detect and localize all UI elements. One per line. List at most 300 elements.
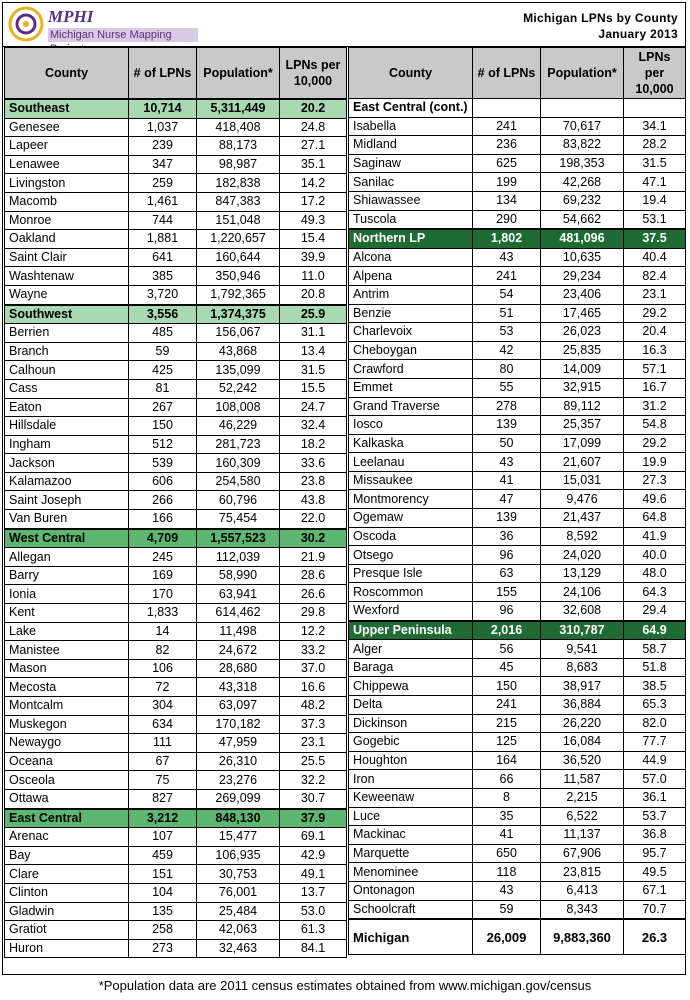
per10k-cell: 35.1: [280, 155, 347, 174]
per10k-cell: 61.3: [280, 921, 347, 940]
per10k-cell: 25.5: [280, 752, 347, 771]
lpns-cell: 111: [129, 734, 197, 753]
county-name-cell: Iron: [349, 770, 473, 789]
county-row: [349, 304, 686, 323]
county-name-cell: Allegan: [5, 548, 129, 567]
lpns-cell: 266: [129, 491, 197, 510]
per10k-cell: 31.2: [624, 397, 686, 416]
lpns-cell: 641: [129, 248, 197, 267]
lpns-cell: 241: [473, 117, 541, 136]
lpns-cell: 166: [129, 510, 197, 529]
county-row: [349, 714, 686, 733]
county-row: [5, 752, 347, 771]
county-row: [349, 844, 686, 863]
population-cell: 42,268: [541, 173, 624, 192]
county-name-cell: Ingham: [5, 435, 129, 454]
lpns-cell: 634: [129, 715, 197, 734]
lpns-cell: 606: [129, 472, 197, 491]
population-cell: 26,220: [541, 714, 624, 733]
lpns-cell: 1,037: [129, 118, 197, 137]
population-cell: 8,343: [541, 900, 624, 919]
per10k-cell: 53.7: [624, 807, 686, 826]
county-row: [349, 826, 686, 845]
per10k-cell: 39.9: [280, 248, 347, 267]
per10k-cell: 65.3: [624, 696, 686, 715]
county-row: [5, 230, 347, 249]
region-row: [5, 529, 347, 548]
population-cell: 17,465: [541, 304, 624, 323]
county-name-cell: Newaygo: [5, 734, 129, 753]
population-cell: 9,883,360: [541, 919, 624, 955]
per10k-cell: 36.8: [624, 826, 686, 845]
per10k-cell: 47.1: [624, 173, 686, 192]
population-cell: 112,039: [197, 548, 280, 567]
population-cell: 30,753: [197, 865, 280, 884]
county-row: [5, 510, 347, 529]
county-row: [349, 471, 686, 490]
county-name-cell: Southeast: [5, 99, 129, 118]
lpns-cell: 539: [129, 454, 197, 473]
lpns-cell: 106: [129, 659, 197, 678]
county-name-cell: Arenac: [5, 828, 129, 847]
lpns-cell: 239: [129, 137, 197, 156]
county-name-cell: Macomb: [5, 192, 129, 211]
lpns-cell: 75: [129, 771, 197, 790]
population-cell: 32,915: [541, 378, 624, 397]
lpns-cell: 8: [473, 788, 541, 807]
population-cell: 160,644: [197, 248, 280, 267]
county-name-cell: Kalamazoo: [5, 472, 129, 491]
lpns-cell: 241: [473, 267, 541, 286]
population-cell: 847,383: [197, 192, 280, 211]
county-name-cell: Houghton: [349, 751, 473, 770]
county-row: [5, 324, 347, 343]
lpns-cell: 45: [473, 658, 541, 677]
per10k-cell: 38.5: [624, 677, 686, 696]
lpns-cell: 63: [473, 564, 541, 583]
lpns-cell: 1,802: [473, 229, 541, 248]
lpns-cell: 59: [129, 342, 197, 361]
population-cell: 83,822: [541, 136, 624, 155]
population-cell: 52,242: [197, 379, 280, 398]
population-cell: 11,498: [197, 622, 280, 641]
lpns-cell: 67: [129, 752, 197, 771]
county-name-cell: Gladwin: [5, 902, 129, 921]
per10k-cell: 67.1: [624, 881, 686, 900]
population-cell: 47,959: [197, 734, 280, 753]
county-name-cell: Emmet: [349, 378, 473, 397]
per10k-cell: 20.8: [280, 285, 347, 304]
county-name-cell: Michigan: [349, 919, 473, 955]
county-name-cell: Saint Clair: [5, 248, 129, 267]
lpns-cell: 258: [129, 921, 197, 940]
lpns-cell: 259: [129, 174, 197, 193]
per10k-cell: 26.6: [280, 585, 347, 604]
county-name-cell: Baraga: [349, 658, 473, 677]
per10k-cell: 30.2: [280, 529, 347, 548]
lpns-cell: 304: [129, 697, 197, 716]
lpns-cell: 96: [473, 602, 541, 621]
lpns-cell: 199: [473, 173, 541, 192]
per10k-cell: 57.1: [624, 360, 686, 379]
col-per10k-header: LPNs per 10,000: [624, 48, 686, 99]
county-row: [349, 788, 686, 807]
per10k-cell: 11.0: [280, 267, 347, 286]
population-cell: 5,311,449: [197, 99, 280, 118]
population-cell: 11,137: [541, 826, 624, 845]
per10k-cell: 21.9: [280, 548, 347, 567]
lpns-cell: 42: [473, 341, 541, 360]
county-name-cell: Cheboygan: [349, 341, 473, 360]
lpns-cell: 54: [473, 285, 541, 304]
county-row: [5, 865, 347, 884]
county-row: [5, 454, 347, 473]
per10k-cell: 44.9: [624, 751, 686, 770]
per10k-cell: 48.2: [280, 697, 347, 716]
lpns-cell: 26,009: [473, 919, 541, 955]
per10k-cell: 37.0: [280, 659, 347, 678]
population-cell: 108,008: [197, 398, 280, 417]
per10k-cell: 29.4: [624, 602, 686, 621]
per10k-cell: 23.8: [280, 472, 347, 491]
county-row: [349, 210, 686, 229]
population-cell: 23,406: [541, 285, 624, 304]
per10k-cell: 58.7: [624, 640, 686, 659]
county-name-cell: Eaton: [5, 398, 129, 417]
population-cell: 23,276: [197, 771, 280, 790]
lpns-cell: 273: [129, 939, 197, 958]
per10k-cell: 64.8: [624, 509, 686, 528]
lpns-cell: 107: [129, 828, 197, 847]
county-row: [349, 136, 686, 155]
population-cell: 614,462: [197, 604, 280, 623]
population-cell: 9,541: [541, 640, 624, 659]
county-row: [5, 771, 347, 790]
per10k-cell: 25.9: [280, 305, 347, 324]
county-row: [5, 678, 347, 697]
lpns-cell: 3,720: [129, 285, 197, 304]
county-name-cell: Gogebic: [349, 733, 473, 752]
population-cell: 70,617: [541, 117, 624, 136]
county-name-cell: Genesee: [5, 118, 129, 137]
per10k-cell: 27.1: [280, 137, 347, 156]
lpns-cell: 81: [129, 379, 197, 398]
county-row: [349, 434, 686, 453]
population-cell: 23,815: [541, 863, 624, 882]
lpns-cell: 82: [129, 641, 197, 660]
per10k-cell: 29.8: [280, 604, 347, 623]
population-cell: 1,220,657: [197, 230, 280, 249]
per10k-cell: 40.0: [624, 546, 686, 565]
population-cell: 17,099: [541, 434, 624, 453]
county-row: [5, 211, 347, 230]
per10k-cell: 26.3: [624, 919, 686, 955]
per10k-cell: 51.8: [624, 658, 686, 677]
county-row: [5, 566, 347, 585]
lpns-cell: 47: [473, 490, 541, 509]
population-cell: 98,987: [197, 155, 280, 174]
county-row: [349, 154, 686, 173]
county-name-cell: Lapeer: [5, 137, 129, 156]
population-cell: 156,067: [197, 324, 280, 343]
county-name-cell: Barry: [5, 566, 129, 585]
lpns-cell: 41: [473, 826, 541, 845]
population-cell: 69,232: [541, 191, 624, 210]
county-name-cell: Hillsdale: [5, 417, 129, 436]
population-cell: 1,557,523: [197, 529, 280, 548]
lpns-cell: 125: [473, 733, 541, 752]
county-row: [5, 285, 347, 304]
region-continued-row: [349, 99, 686, 118]
county-row: [5, 846, 347, 865]
population-cell: 60,796: [197, 491, 280, 510]
county-row: [5, 398, 347, 417]
per10k-cell: 33.6: [280, 454, 347, 473]
per10k-cell: 24.8: [280, 118, 347, 137]
county-name-cell: Luce: [349, 807, 473, 826]
lpns-cell: 170: [129, 585, 197, 604]
county-name-cell: Midland: [349, 136, 473, 155]
population-cell: 63,941: [197, 585, 280, 604]
county-name-cell: Ionia: [5, 585, 129, 604]
county-row: [5, 921, 347, 940]
county-name-cell: Oceana: [5, 752, 129, 771]
county-row: [349, 527, 686, 546]
county-row: [5, 472, 347, 491]
county-name-cell: Wayne: [5, 285, 129, 304]
per10k-cell: 57.0: [624, 770, 686, 789]
per10k-cell: 49.1: [280, 865, 347, 884]
per10k-cell: 28.2: [624, 136, 686, 155]
per10k-cell: 43.8: [280, 491, 347, 510]
population-cell: 254,580: [197, 472, 280, 491]
population-cell: 88,173: [197, 137, 280, 156]
lpns-cell: 56: [473, 640, 541, 659]
county-name-cell: Oakland: [5, 230, 129, 249]
population-cell: 15,477: [197, 828, 280, 847]
county-row: [5, 789, 347, 808]
population-cell: 6,522: [541, 807, 624, 826]
population-cell: 28,680: [197, 659, 280, 678]
county-row: [349, 751, 686, 770]
lpns-cell: 51: [473, 304, 541, 323]
county-row: [5, 902, 347, 921]
county-name-cell: Crawford: [349, 360, 473, 379]
county-row: [5, 622, 347, 641]
per10k-cell: 37.3: [280, 715, 347, 734]
lpns-cell: 59: [473, 900, 541, 919]
region-row: [5, 99, 347, 118]
lpns-cell: 169: [129, 566, 197, 585]
county-row: [5, 361, 347, 380]
lpns-cell: 385: [129, 267, 197, 286]
footnote: *Population data are 2011 census estimates obtained from www.michigan.gov/census: [98, 978, 592, 993]
lpns-cell: [473, 99, 541, 118]
per10k-cell: 33.2: [280, 641, 347, 660]
county-row: [5, 491, 347, 510]
county-name-cell: Marquette: [349, 844, 473, 863]
county-row: [349, 696, 686, 715]
county-row: [349, 341, 686, 360]
county-row: [5, 604, 347, 623]
county-row: [5, 267, 347, 286]
population-cell: 25,835: [541, 341, 624, 360]
population-cell: 43,868: [197, 342, 280, 361]
per10k-cell: 32.2: [280, 771, 347, 790]
county-row: [349, 677, 686, 696]
lpns-cell: 151: [129, 865, 197, 884]
lpns-cell: 134: [473, 191, 541, 210]
population-cell: 310,787: [541, 621, 624, 640]
per10k-cell: 29.2: [624, 304, 686, 323]
county-name-cell: Alpena: [349, 267, 473, 286]
population-cell: 76,001: [197, 883, 280, 902]
county-name-cell: Alger: [349, 640, 473, 659]
county-row: [5, 155, 347, 174]
county-name-cell: Isabella: [349, 117, 473, 136]
lpns-cell: 10,714: [129, 99, 197, 118]
logo-subtitle: Michigan Nurse Mapping: [48, 28, 198, 42]
per10k-cell: 20.4: [624, 323, 686, 342]
population-cell: 38,917: [541, 677, 624, 696]
population-cell: 2,215: [541, 788, 624, 807]
population-cell: 58,990: [197, 566, 280, 585]
population-cell: 182,838: [197, 174, 280, 193]
county-name-cell: Saginaw: [349, 154, 473, 173]
lpns-cell: 14: [129, 622, 197, 641]
county-row: [5, 585, 347, 604]
county-row: [349, 881, 686, 900]
county-row: [5, 697, 347, 716]
per10k-cell: 23.1: [280, 734, 347, 753]
population-cell: 21,437: [541, 509, 624, 528]
lpns-cell: 43: [473, 248, 541, 267]
county-name-cell: Montcalm: [5, 697, 129, 716]
county-row: [5, 417, 347, 436]
county-row: [5, 118, 347, 137]
lpns-cell: 290: [473, 210, 541, 229]
region-row: [349, 229, 686, 248]
lpns-cell: 139: [473, 416, 541, 435]
lpns-cell: 4,709: [129, 529, 197, 548]
lpns-cell: 43: [473, 881, 541, 900]
population-cell: 63,097: [197, 697, 280, 716]
county-row: [349, 360, 686, 379]
county-name-cell: Grand Traverse: [349, 397, 473, 416]
left-header-row: [5, 48, 347, 100]
per10k-cell: 54.8: [624, 416, 686, 435]
county-row: [349, 807, 686, 826]
lpns-cell: 827: [129, 789, 197, 808]
county-name-cell: Gratiot: [5, 921, 129, 940]
per10k-cell: 31.5: [624, 154, 686, 173]
county-row: [5, 548, 347, 567]
per10k-cell: 53.0: [280, 902, 347, 921]
lpns-cell: 2,016: [473, 621, 541, 640]
per10k-cell: 42.9: [280, 846, 347, 865]
lpns-cell: 512: [129, 435, 197, 454]
lpns-cell: 267: [129, 398, 197, 417]
lpns-cell: 150: [129, 417, 197, 436]
county-name-cell: Berrien: [5, 324, 129, 343]
county-row: [349, 397, 686, 416]
per10k-cell: 15.4: [280, 230, 347, 249]
per10k-cell: 13.4: [280, 342, 347, 361]
county-row: [5, 137, 347, 156]
per10k-cell: 12.2: [280, 622, 347, 641]
county-row: [349, 323, 686, 342]
population-cell: 24,020: [541, 546, 624, 565]
population-cell: 26,023: [541, 323, 624, 342]
county-name-cell: Otsego: [349, 546, 473, 565]
county-row: [349, 640, 686, 659]
county-name-cell: Presque Isle: [349, 564, 473, 583]
population-cell: 26,310: [197, 752, 280, 771]
population-cell: 418,408: [197, 118, 280, 137]
state-total-row: [349, 919, 686, 955]
col-lpns-header: # of LPNs: [473, 48, 541, 99]
population-cell: 29,234: [541, 267, 624, 286]
per10k-cell: 31.5: [280, 361, 347, 380]
lpns-cell: 3,556: [129, 305, 197, 324]
population-cell: 350,946: [197, 267, 280, 286]
population-cell: 75,454: [197, 510, 280, 529]
document-date: January 2013: [598, 27, 678, 41]
county-row: [5, 828, 347, 847]
population-cell: 32,608: [541, 602, 624, 621]
per10k-cell: 70.7: [624, 900, 686, 919]
per10k-cell: 19.9: [624, 453, 686, 472]
population-cell: 1,792,365: [197, 285, 280, 304]
population-cell: 151,048: [197, 211, 280, 230]
county-row: [349, 658, 686, 677]
county-row: [349, 733, 686, 752]
region-row: [349, 621, 686, 640]
county-name-cell: Upper Peninsula: [349, 621, 473, 640]
per10k-cell: 49.6: [624, 490, 686, 509]
county-name-cell: Southwest: [5, 305, 129, 324]
lpns-cell: 150: [473, 677, 541, 696]
county-name-cell: Dickinson: [349, 714, 473, 733]
county-name-cell: Wexford: [349, 602, 473, 621]
document-title: Michigan LPNs by County: [523, 11, 678, 25]
county-name-cell: Jackson: [5, 454, 129, 473]
population-cell: 67,906: [541, 844, 624, 863]
population-cell: 481,096: [541, 229, 624, 248]
per10k-cell: 23.1: [624, 285, 686, 304]
per10k-cell: 41.9: [624, 527, 686, 546]
county-name-cell: Lake: [5, 622, 129, 641]
county-row: [5, 939, 347, 958]
col-population-header: Population*: [541, 48, 624, 99]
population-cell: 24,106: [541, 583, 624, 602]
lpns-cell: 53: [473, 323, 541, 342]
county-name-cell: Ottawa: [5, 789, 129, 808]
county-row: [349, 416, 686, 435]
county-name-cell: Sanilac: [349, 173, 473, 192]
per10k-cell: 53.1: [624, 210, 686, 229]
population-cell: 32,463: [197, 939, 280, 958]
county-row: [5, 659, 347, 678]
county-name-cell: Chippewa: [349, 677, 473, 696]
population-cell: 11,587: [541, 770, 624, 789]
population-cell: 21,607: [541, 453, 624, 472]
population-cell: 8,683: [541, 658, 624, 677]
county-name-cell: Roscommon: [349, 583, 473, 602]
county-row: [349, 267, 686, 286]
per10k-cell: 34.1: [624, 117, 686, 136]
col-population-header: Population*: [197, 48, 280, 100]
